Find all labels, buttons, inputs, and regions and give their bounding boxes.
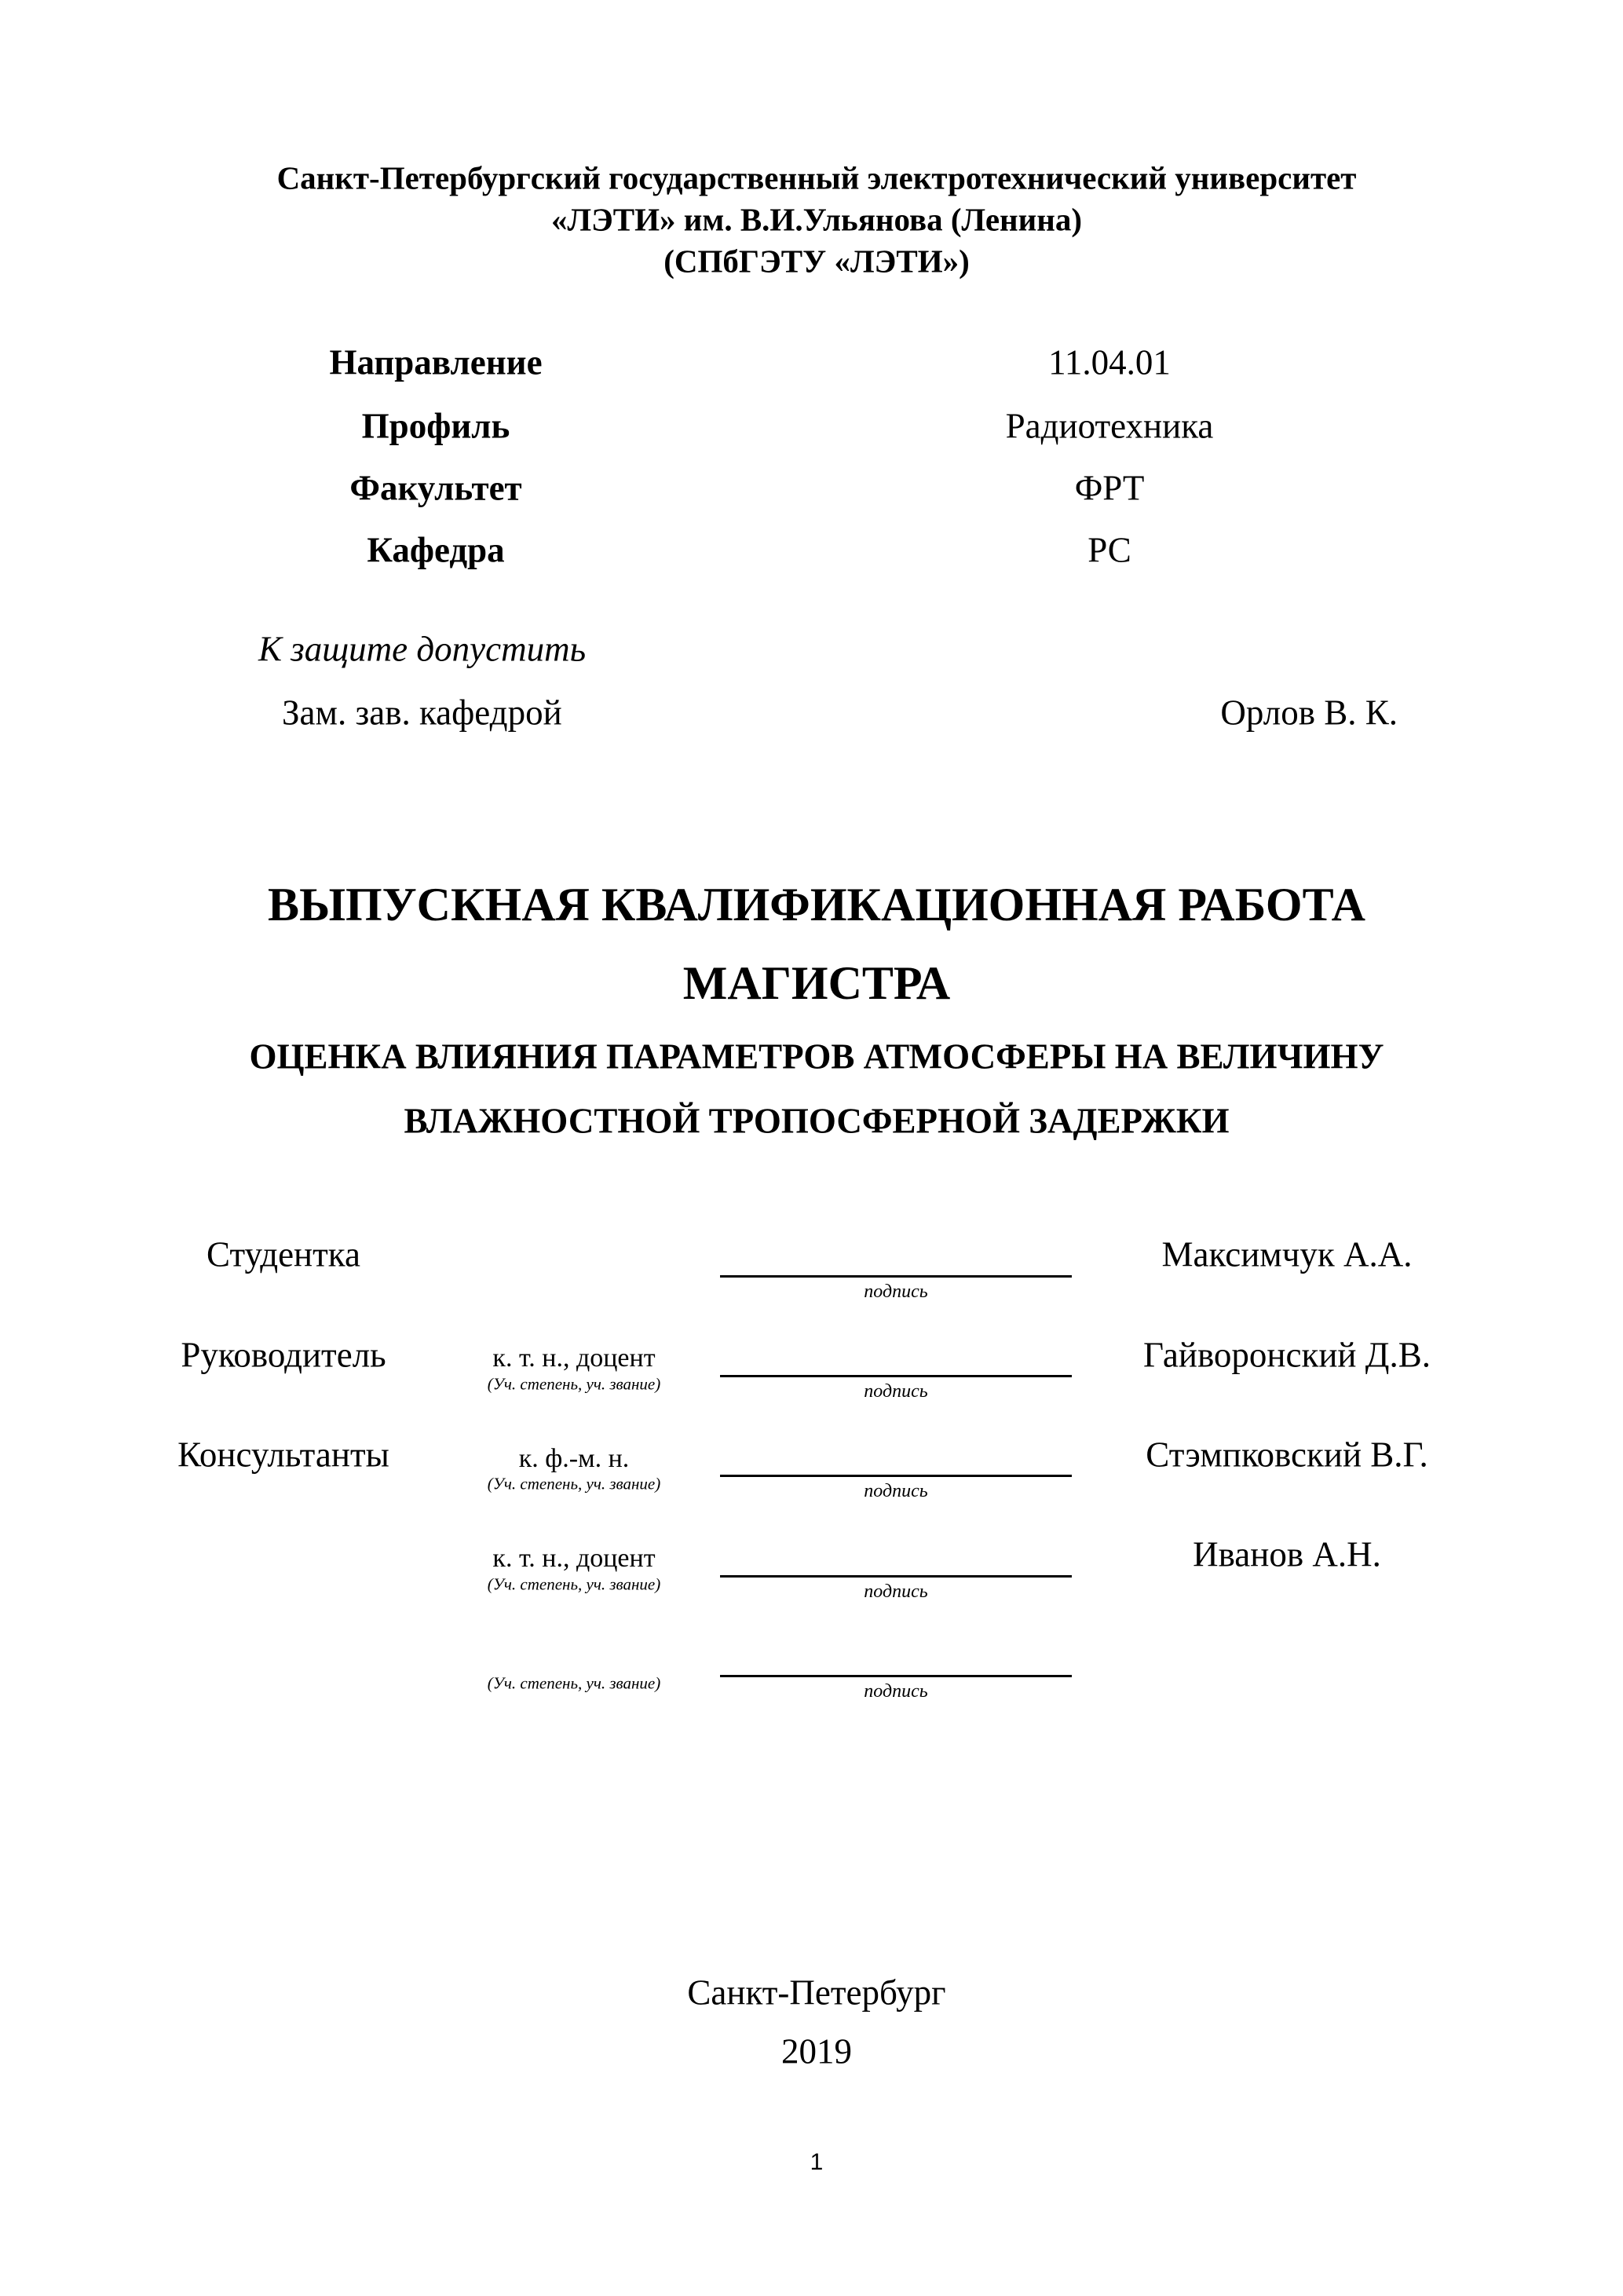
role-consultants: Консультанты: [177, 1435, 389, 1475]
department-value: РС: [1087, 530, 1131, 570]
degree-caption: (Уч. степень, уч. звание): [487, 1673, 661, 1693]
signature-line: [720, 1275, 1072, 1278]
signature-caption: подпись: [864, 1681, 928, 1702]
department-label: Кафедра: [367, 530, 505, 570]
approval-role: Зам. зав. кафедрой: [282, 693, 562, 733]
signature-caption: подпись: [864, 1481, 928, 1501]
supervisor-name: Гайворонский Д.В.: [1143, 1335, 1431, 1375]
faculty-label: Факультет: [349, 468, 522, 508]
university-abbr: (СПбГЭТУ «ЛЭТИ»): [663, 243, 970, 280]
profile-value: Радиотехника: [1005, 406, 1214, 446]
role-supervisor: Руководитель: [181, 1335, 386, 1375]
consultant-name: Стэмпковский В.Г.: [1146, 1435, 1428, 1475]
role-student: Студентка: [207, 1234, 360, 1274]
university-name: Санкт-Петербургский государственный электротехнический университет: [276, 159, 1357, 196]
work-title-line2: МАГИСТРА: [682, 957, 951, 1009]
consultant-name: Иванов А.Н.: [1193, 1534, 1381, 1574]
topic-title: ОЦЕНКА ВЛИЯНИЯ ПАРАМЕТРОВ АТМОСФЕРЫ НА ВЕЛИЧИНУ: [249, 1036, 1384, 1077]
work-title: ВЫПУСКНАЯ КВАЛИФИКАЦИОННАЯ РАБОТА: [268, 879, 1365, 930]
city: Санкт-Петербург: [687, 1972, 946, 2013]
university-name-line2: «ЛЭТИ» им. В.И.Ульянова (Ленина): [550, 201, 1083, 238]
consultant-degree: к. ф.-м. н.: [518, 1444, 630, 1473]
topic-title-line2: ВЛАЖНОСТНОЙ ТРОПОСФЕРНОЙ ЗАДЕРЖКИ: [404, 1101, 1230, 1141]
consultant-degree: к. т. н., доцент: [492, 1544, 656, 1573]
year: 2019: [781, 2031, 852, 2071]
signature-line: [720, 1375, 1072, 1377]
direction-label: Направление: [329, 342, 543, 382]
profile-label: Профиль: [361, 406, 510, 446]
approval-text: К защите допустить: [258, 629, 587, 669]
signature-line: [720, 1575, 1072, 1578]
degree-caption: (Уч. степень, уч. звание): [487, 1574, 661, 1594]
signature-caption: подпись: [864, 1281, 928, 1302]
supervisor-degree: к. т. н., доцент: [492, 1344, 656, 1373]
signature-line: [720, 1675, 1072, 1677]
student-name: Максимчук А.А.: [1161, 1234, 1413, 1274]
page-number: 1: [810, 2149, 824, 2175]
signature-caption: подпись: [864, 1381, 928, 1402]
approval-name: Орлов В. К.: [1220, 693, 1398, 733]
signature-caption: подпись: [864, 1581, 928, 1602]
direction-value: 11.04.01: [1048, 342, 1171, 382]
degree-caption: (Уч. степень, уч. звание): [487, 1474, 661, 1493]
faculty-value: ФРТ: [1074, 468, 1145, 508]
degree-caption: (Уч. степень, уч. звание): [487, 1374, 661, 1394]
signature-line: [720, 1475, 1072, 1477]
